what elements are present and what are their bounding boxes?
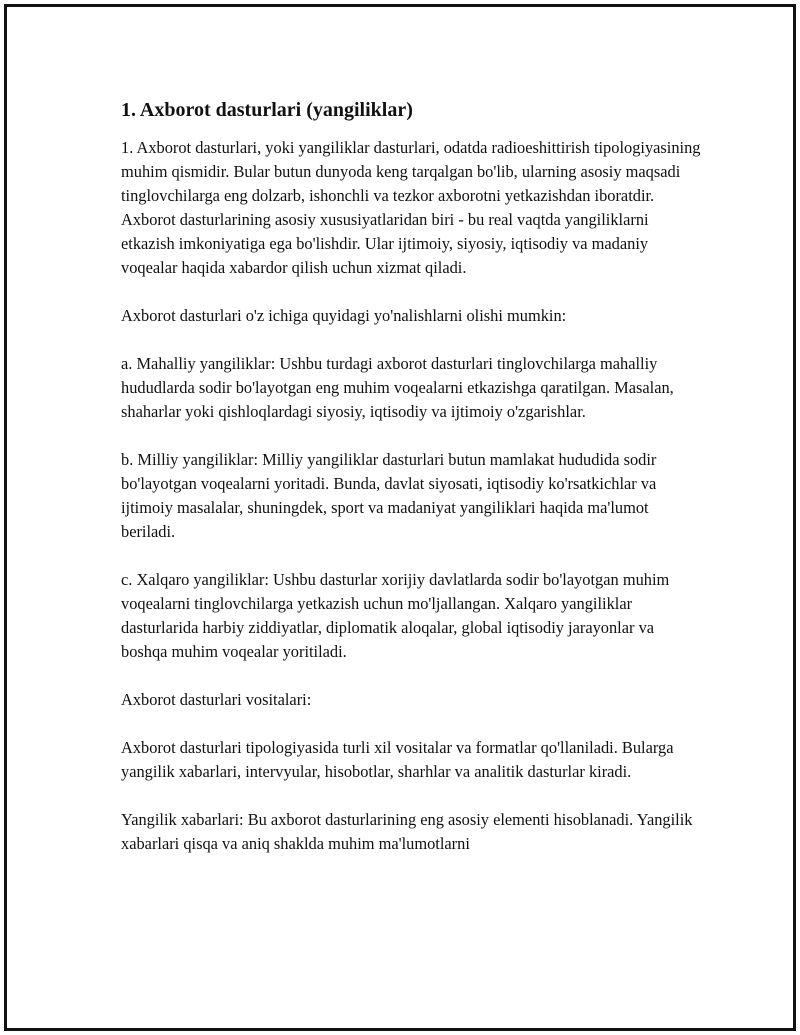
document-body [121,97,701,880]
section-heading: 1. Axborot dasturlari (yangiliklar) [121,99,413,121]
paragraph-tools-heading: Axborot dasturlari vositalari: [121,690,312,709]
paragraph-local-news: a. Mahalliy yangiliklar: Ushbu turdagi axborot dasturlari tinglovchilarga mahalliy hududlarda sodir bo'layotgan eng muhim voqealarni etkazishga qaratilgan. Masalan, shaharlar yoki qishloqlardagi siyosiy, iqtisodiy va ijtimoiy o'zgarishlar. [121,354,674,421]
paragraph-tools: Axborot dasturlari tipologiyasida turli xil vositalar va formatlar qo'llaniladi. Bularga yangilik xabarlari, intervyular, hisobotlar, sharhlar va analitik dasturlar kiradi. [121,738,674,781]
paragraph-directions: Axborot dasturlari o'z ichiga quyidagi yo'nalishlarni olishi mumkin: [121,306,567,325]
paragraph-intro: 1. Axborot dasturlari, yoki yangiliklar dasturlari, odatda radioeshittirish tipologiyasining muhim qismidir. Bular butun dunyoda keng tarqalgan bo'lib, ularning asosiy maqsadi tinglovchilarga eng dolzarb, ishonchli va tezkor axborotni yetkazishdan iboratdir. Axborot dasturlarining asosiy xususiyatlaridan biri - bu real vaqtda yangiliklarni etkazish imkoniyatiga ega bo'lishdir. Ular ijtimoiy, siyosiy, iqtisodiy va madaniy voqealar haqida xabardor qilish uchun xizmat qiladi. [121,138,701,277]
paragraph-news-items: Yangilik xabarlari: Bu axborot dasturlarining eng asosiy elementi hisoblanadi. Yangilik xabarlari qisqa va aniq shaklda muhim ma'lumotlarni [121,810,693,853]
paragraph-international-news: c. Xalqaro yangiliklar: Ushbu dasturlar xorijiy davlatlarda sodir bo'layotgan muhim voqealarni tinglovchilarga yetkazish uchun mo'ljallangan. Xalqaro yangiliklar dasturlarida harbiy ziddiyatlar, diplomatik aloqalar, global iqtisodiy jarayonlar va boshqa muhim voqealar yoritiladi. [121,570,670,661]
paragraph-national-news: b. Milliy yangiliklar: Milliy yangiliklar dasturlari butun mamlakat hududida sodir bo'layotgan voqealarni yoritadi. Bunda, davlat siyosati, iqtisodiy ko'rsatkichlar va ijtimoiy masalalar, shuningdek, sport va madaniyat yangiliklari haqida ma'lumot beriladi. [121,450,657,541]
page-frame [4,4,796,1031]
